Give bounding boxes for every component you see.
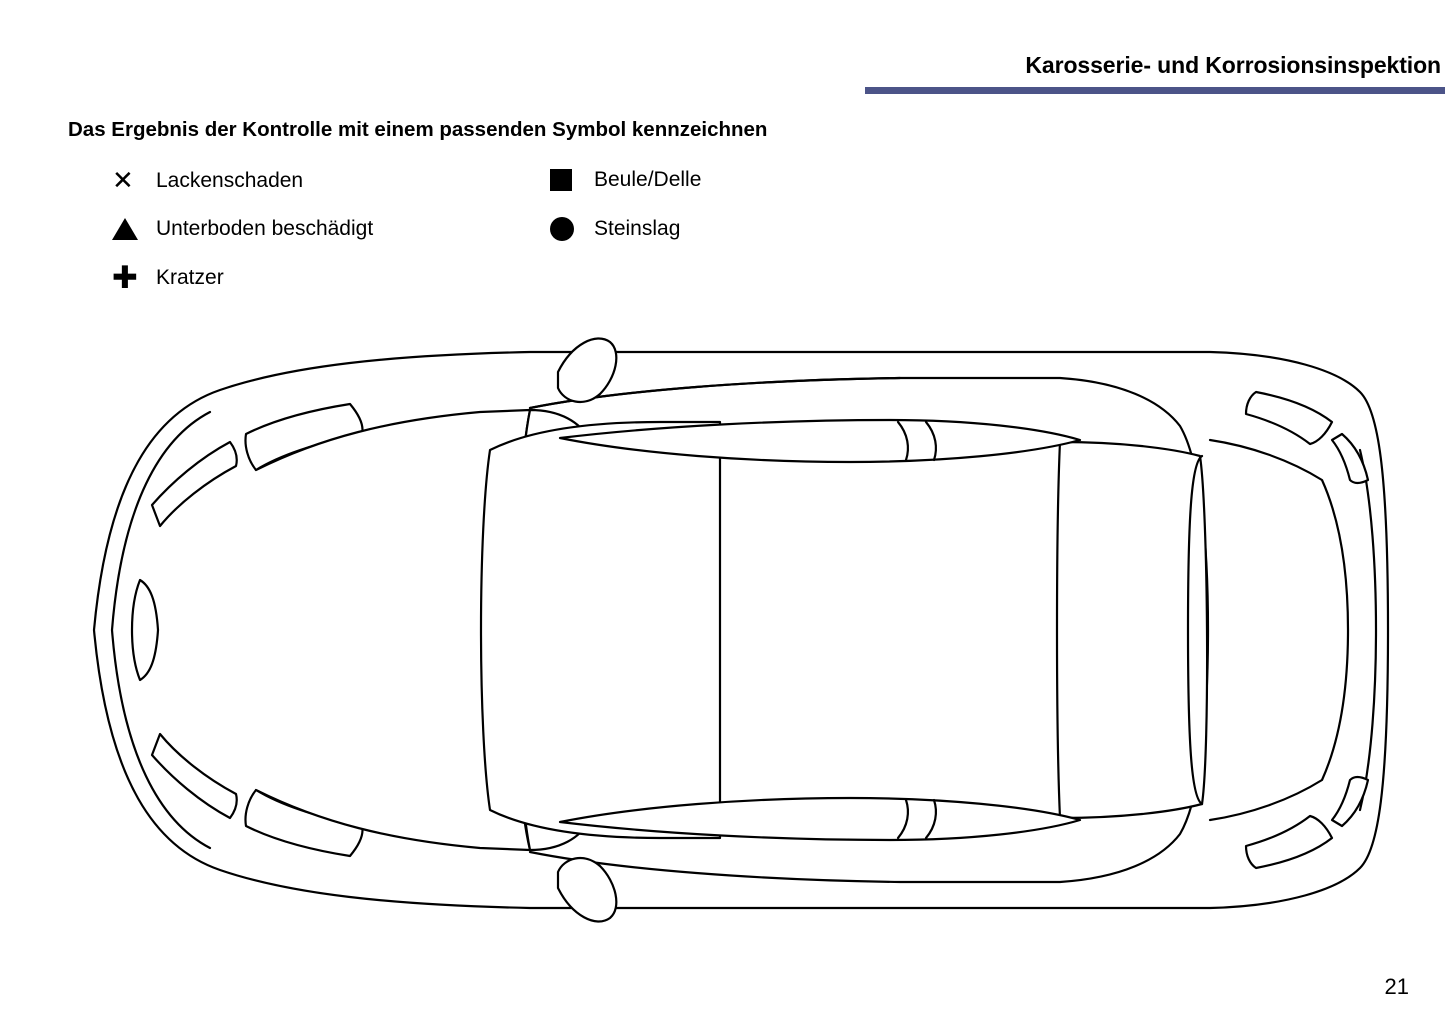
x-mark-glyph: ✕ (112, 166, 134, 196)
triangle-icon (112, 218, 156, 240)
car-top-view-diagram (60, 330, 1390, 930)
legend-item-unterboden (112, 217, 550, 241)
legend-row (112, 260, 872, 315)
square-icon (550, 169, 594, 191)
legend-row (112, 217, 872, 266)
legend-row (112, 168, 872, 217)
legend-label: Lackenschaden (156, 169, 304, 192)
page-title: Karosserie- und Korrosionsinspektion (1025, 52, 1441, 78)
legend-item-kratzer (112, 260, 550, 296)
circle-icon (550, 217, 594, 241)
legend-item-lackenschaden (112, 168, 550, 194)
legend-label: Steinslag (594, 217, 681, 240)
plus-icon (112, 260, 156, 296)
legend-label: Unterboden beschädigt (156, 217, 374, 240)
header-rule (865, 87, 1445, 94)
legend-item-beule-delle (550, 168, 870, 192)
plus-glyph: ✚ (112, 260, 138, 296)
legend-label: Beule/Delle (594, 168, 702, 191)
legend (112, 168, 872, 315)
instruction-text: Das Ergebnis der Kontrolle mit einem passenden Symbol kennzeichnen (68, 118, 768, 141)
legend-label: Kratzer (156, 266, 224, 290)
roof-centre (1057, 442, 1207, 818)
legend-item-steinslag (550, 217, 870, 241)
car-outline-svg (60, 330, 1390, 930)
page-header (865, 52, 1445, 94)
page-number: 21 (1384, 974, 1409, 999)
cabin-glass (481, 422, 720, 838)
x-mark-icon (112, 168, 156, 194)
